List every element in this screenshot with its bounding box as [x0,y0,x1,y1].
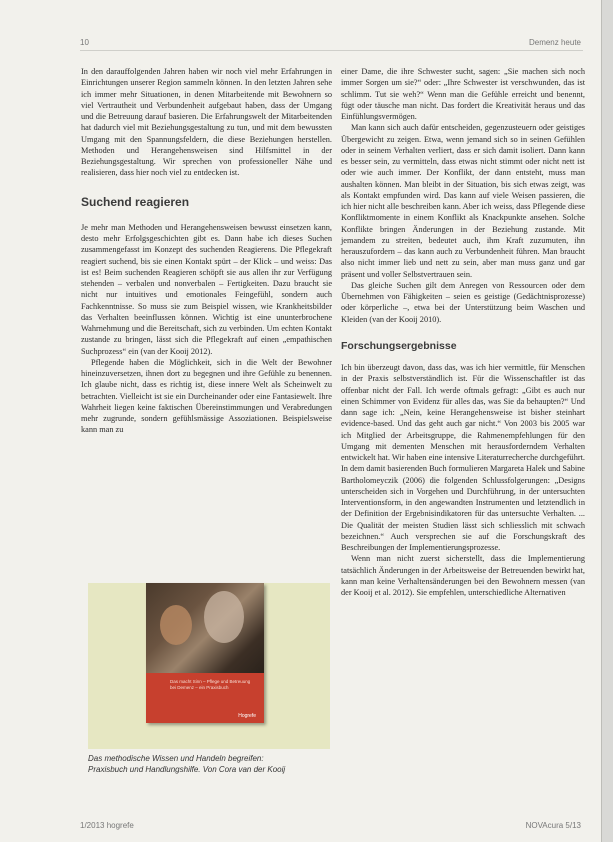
footer-right: NOVAcura 5/13 [525,821,581,830]
heading-forschungsergebnisse: Forschungsergebnisse [341,339,457,352]
paragraph: einer Dame, die ihre Schwester sucht, sagen: „Sie machen sich noch immer Sorgen um sie?“ oder: „Ihre Schwester ist verschwunden, das ist schlimm. Tut sie weh?“ Wenn man die Gefühle erreicht und benennt, fügt oder täusche man nicht. Das fordert die Kreativität heraus und das Einfühlungsvermögen. [341,67,585,121]
cover-publisher: Hogrefe [238,713,256,719]
paragraph: Pflegende haben die Möglichkeit, sich in die Welt der Bewohner hineinzuversetzen, ihnen dort zu begegnen und ihre Gefühle zu benennen. Ich glaube nicht, dass es richtig ist, diese innere Welt als Scheinwelt zu betrachten. Vielleicht ist sie ein Durcheinander oder eine Fantasiewelt. Ihre Wahrheit liegen keine faktischen Übereinstimmungen und Verabredungen mehr zugrunde, sondern gefühlsmässige Assoziationen. Beispielsweise kann man zu [81,357,332,435]
section-title: Demenz heute [528,38,581,47]
cover-title: Das macht Sinn – Pflege und Betreuung bei Demenz – ein Praxisbuch [170,679,251,690]
heading-suchend-reagieren: Suchend reagieren [81,194,190,209]
caption-line: Praxisbuch und Handlungshilfe. Von Cora van der Kooij [88,764,286,774]
left-column [81,66,332,436]
right-column [341,66,585,598]
cover-photo [146,583,264,673]
paragraph: Wenn man nicht zuerst sicherstellt, dass die Implementierung tatsächlich Änderungen in der Arbeitsweise der Betreuenden bewirkt hat, kann man keine Verhaltensänderungen bei den Bewohnern messen (van der Kooij et al. 2012). Sie empfehlen, unterschiedliche Alternativen [341,554,585,597]
cover-face-left [160,605,192,645]
paragraph: Ich bin überzeugt davon, dass das, was ich hier vermittle, für Menschen in der Praxis selbstverständlich ist. Für die Wissenschaftler ist das offenbar nicht der Fall. Ich werde oftmals gefragt: „Gibt es auch nur einen Schimmer von Evidenz für alles das, was Sie da behaupten?“ Und dann sage ich: „Nein, keine Herangehensweise ist bisher steinhart evidence-based. Und das geht auch gar nicht.“ Von 2003 bis 2005 war ich Mitglied der Arbeitsgruppe, die Rahmenempfehlungen für den Umgang mit dementen Menschen mit herausforderndem Verhalten entwickelt hat. Wir haben eine intensive Literaturrecherche durchgeführt. In dem damit basierenden Buch formulieren Margareta Halek und Sabine Bartholomeyczik (2006) die folgenden Schlussfolgerungen: „Designs unterscheiden sich in Vorgehen und Durchführung, in der untersuchten Interventionsform, in den angewandten Instrumenten und letztendlich in der Definition der Ergebnisindikatoren für das untersuchte Verhalten. ... Die Qualität der meisten Studien lässt sich schliesslich mit schwach bezeichnen.“ Auch versprechen sie auf die Forschungskraft des Beschreibungen der Implementierungsprozesse. [341,363,585,552]
paragraph: Das gleiche Suchen gilt dem Anregen von Ressourcen oder dem Übernehmen von Fähigkeiten – seien es geistige (Gedächtnisprozesse) oder körperliche –, etwa bei der Unterstützung beim Waschen und Kleiden (van der Kooij 2010). [341,280,585,324]
cover-face-right [204,591,244,643]
paragraph: Man kann sich auch dafür entscheiden, gegenzusteuern oder geistiges Übergewicht zu zeigen. Etwa, wenn jemand sich so in seinen Gefühlen oder in seinem Verhalten verliert, dass er sich damit isoliert. Dann kann es besser sein, zu vermitteln, dass etwas nicht stimmt oder nicht nett ist oder wie auch immer. Der Konflikt, der dann entsteht, muss man aushalten können. Man bleibt in der Situation, bis sich etwas zeigt, was als Kontakt empfunden wird. Das kann auf viele Weisen passieren, die ich hier nicht alle beschreiben kann. Aber ich weiss, dass Pflegende diese Konfliktmomente in einem Konflikt als Knackpunkte ansehen. Solche Konflikte bringen Änderungen in der Beziehung zustande. Mit jemandem zu streiten, bedeutet auch, ihm Kraft zuzumuten, ihn herauszufordern – das kann auch zu Verbundenheit führen. Man braucht also nicht immer lieb und nett zu sein, aber man muss ganz und gar präsent und voller Selbstvertrauen sein. [341,123,585,279]
caption-line: Das methodische Wissen und Handeln begreifen: [88,754,264,763]
paragraph: Je mehr man Methoden und Herangehensweisen bewusst einsetzen kann, desto mehr Erfolgsgeschichten gibt es. Dann habe ich dieses Suchen zusammengefasst im Konzept des suchenden Reagierens. Die Pflegekraft reagiert suchend, bis sie einen Kontakt spürt – der Klick – und weiss: Das ist es! Beim suchenden Reagieren schöpft sie aus allen ihr zur Verfügung stehenden – verbalen und nonverbalen – Fertigkeiten. Dazu braucht sie nicht nur intuitives und emotionales Feingefühl, sondern auch Fachkenntnisse. So muss sie zum Beispiel wissen, wie Krankheitsbilder das Verhalten beeinflussen können. Wichtig ist eine ununterbrochene Wahrnehmung und die Bereitschaft, sich zu verbinden. Um echten Kontakt zustande zu bringen, lässt sich die Pflegekraft auf einen „empathischen Suchprozess“ ein (van der Kooij 2012). [81,222,332,356]
book-caption [88,754,330,775]
footer-left: 1/2013 hogrefe [80,821,134,830]
paragraph: In den darauffolgenden Jahren haben wir noch viel mehr Erfahrungen in Einrichtungen unserer Region sammeln können. In den letzten Jahren sehe ich immer mehr Situationen, in denen Mitarbeitende mit Bewohnern so viel Vertrautheit und Verbundenheit aufgebaut haben, dass der Umgang und die Betreuung darauf basieren. Die Erfahrungswelt der Mitarbeitenden hat dadurch viel mit Beziehungsgestaltung zu tun, und mit dem bewussten Umgang mit den Spannungsfeldern, die diese Beziehungen herstellen. Methoden und Herangehensweisen sind Hilfsmittel in der Beziehungsgestaltung. Wir sprechen von professioneller Nähe und realisieren, dass hier noch viel zu entdecken ist. [81,67,332,178]
book-cover [146,583,264,723]
page-number: 10 [80,38,89,47]
header-rule [80,50,583,51]
